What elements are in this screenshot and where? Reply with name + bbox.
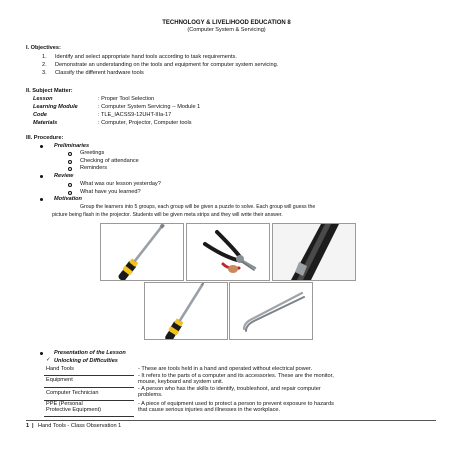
footer-text: Hand Tools - Class Observation 1	[38, 423, 122, 429]
subject-label: Lesson	[33, 96, 53, 102]
needle-nose-pliers-image	[186, 223, 270, 281]
screwdriver-bit-image	[272, 223, 356, 281]
sub-bullet	[68, 152, 72, 156]
bullet	[40, 175, 43, 178]
definition-cell: - A person who has the skills to identify, troubleshoot, and repair computer problems.	[138, 386, 321, 398]
subject-value: : Computer, Projector, Computer tools	[98, 120, 192, 126]
bullet	[40, 145, 43, 148]
motivation-text: Group the learners into 5 groups, each group will be given a puzzle to solve. Each group will guess the	[80, 204, 316, 210]
subject-label: Learning Module	[33, 104, 78, 110]
check-bullet-icon: ✓	[46, 357, 51, 363]
preliminaries-item: Reminders	[80, 165, 108, 171]
subject-label: Materials	[33, 120, 58, 126]
term-cell: Computer Technician	[46, 390, 99, 396]
bullet	[40, 352, 43, 355]
tweezers-image	[229, 282, 313, 340]
phillips-screwdriver-icon	[145, 283, 227, 339]
footer-separator: |	[32, 423, 34, 429]
objectives-heading: I. Objectives:	[26, 45, 61, 51]
document-title: TECHNOLOGY & LIVELIHOOD EDUCATION 8	[162, 20, 291, 26]
screwdriver-bit-closeup-icon	[273, 224, 355, 280]
subject-matter-heading: II. Subject Matter:	[26, 88, 73, 94]
phillips-screwdriver-image	[144, 282, 228, 340]
flat-screwdriver-image	[100, 223, 184, 281]
review-item: What have you learned?	[80, 189, 141, 195]
review-item: What was our lesson yesterday?	[80, 181, 161, 187]
term-cell: Equipment	[46, 377, 73, 383]
sub-bullet	[68, 191, 72, 195]
page-number: 1	[26, 423, 30, 429]
needle-nose-pliers-icon	[187, 224, 269, 280]
flat-screwdriver-icon	[101, 224, 183, 280]
definition-cell: - It refers to the parts of a computer and its accessories. These are the monitor, mouse, keyboard and system unit.	[138, 373, 334, 385]
preliminaries-item: Checking of attendance	[80, 158, 139, 164]
table-divider	[44, 375, 134, 376]
objective-text: Demonstrate an understanding on the tools and equipment for computer system servicing.	[55, 62, 279, 68]
table-divider	[44, 416, 134, 417]
unlocking-label: Unlocking of Difficulties	[54, 358, 118, 364]
sub-bullet	[68, 160, 72, 164]
subject-value: : Proper Tool Selection	[98, 96, 155, 102]
sub-bullet	[68, 167, 72, 171]
subject-value: : TLE_IACSS9-12UHT-IIIa-17	[98, 112, 172, 118]
definition-cell: - A piece of equipment used to protect a person to prevent exposure to hazards that cause serious injuries and illnesses in the workplace.	[138, 401, 334, 413]
footer-rule	[26, 420, 436, 421]
sub-bullet	[68, 183, 72, 187]
review-label: Review	[54, 173, 74, 179]
presentation-label: Presentation of the Lesson	[54, 350, 126, 356]
procedure-heading: III. Procedure:	[26, 135, 64, 141]
definition-cell: - These are tools held in a hand and operated without electrical power.	[138, 366, 313, 372]
motivation-label: Motivation	[54, 196, 82, 202]
preliminaries-label: Preliminaries	[54, 143, 90, 149]
term-cell: PPE (Personal Protective Equipment)	[46, 401, 102, 413]
preliminaries-item: Greetings	[80, 150, 105, 156]
bullet	[40, 198, 43, 201]
objective-number: 1.	[42, 54, 47, 60]
tweezers-icon	[230, 283, 312, 339]
objective-text: Classify the different hardware tools	[55, 70, 144, 76]
subject-value: : Computer System Servicing -- Module 1	[98, 104, 201, 110]
term-cell: Hand Tools	[46, 366, 74, 372]
table-divider	[44, 387, 134, 388]
objective-text: Identify and select appropriate hand tools according to task requirements.	[55, 54, 237, 60]
motivation-text: picture being flash in the projector. Students will be given meta strips and they will write their answer.	[52, 212, 283, 218]
subject-label: Code	[33, 112, 47, 118]
objective-number: 3.	[42, 70, 47, 76]
objective-number: 2.	[42, 62, 47, 68]
document-subtitle: (Computer System & Servicing)	[187, 27, 266, 33]
